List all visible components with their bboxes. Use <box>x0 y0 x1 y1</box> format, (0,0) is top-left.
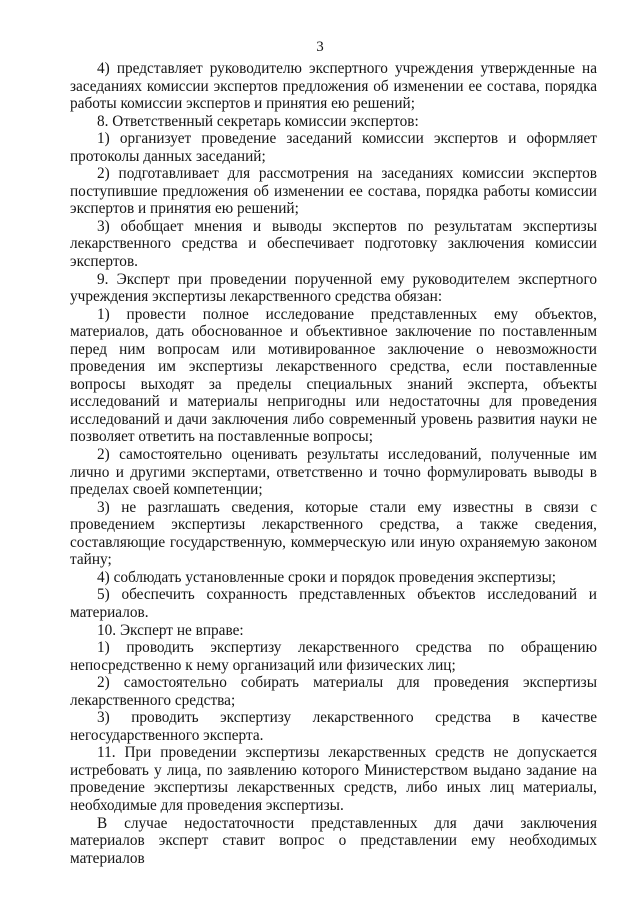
paragraph-clause-11-continued: В случае недостаточности представленных для дачи заключения материалов эксперт ставит вопрос о представлении ему необходимых материалов <box>70 814 597 867</box>
paragraph-clause-8-3: 3) обобщает мнения и выводы экспертов по результатам экспертизы лекарственного средства и обеспечивает подготовку заключения комиссии экспертов. <box>70 217 597 271</box>
paragraph-clause-7-4: 4) представляет руководителю экспертного учреждения утвержденные на заседаниях комиссии экспертов предложения об изменении ее состава, порядка работы комиссии экспертов и принятия ею решений; <box>70 60 597 113</box>
paragraph-clause-10-3: 3) проводить экспертизу лекарственного средства в качестве негосударственного эксперта. <box>70 709 597 744</box>
page-number: 3 <box>316 39 324 55</box>
paragraph-clause-9-3: 3) не разглашать сведения, которые стали ему известны в связи с проведением экспертизы лекарственного средства, а также сведения, составляющие государственную, коммерческую или иную охраняемую законом тайну; <box>70 498 597 569</box>
document-body <box>70 60 597 867</box>
paragraph-clause-8-2: 2) подготавливает для рассмотрения на заседаниях комиссии экспертов поступившие предложения об изменении ее состава, порядка работы комиссии экспертов и принятия ею решений; <box>70 165 597 218</box>
paragraph-clause-9-2: 2) самостоятельно оценивать результаты исследований, полученные им лично и другими экспертами, ответственно и точно формулировать выводы в пределах своей компетенции; <box>70 446 597 499</box>
paragraph-clause-11: 11. При проведении экспертизы лекарственных средств не допускается истребовать у лица, по заявлению которого Министерством выдано задание на проведение экспертизы лекарственных средств, либо иных лиц материалы, необходимые для проведения экспертизы. <box>70 744 597 814</box>
paragraph-clause-9-heading: 9. Эксперт при проведении порученной ему руководителем экспертного учреждения экспертизы лекарственного средства обязан: <box>70 270 597 306</box>
paragraph-clause-10-1: 1) проводить экспертизу лекарственного средства по обращению непосредственно к нему организаций или физических лиц; <box>70 639 597 674</box>
paragraph-clause-9-5: 5) обеспечить сохранность представленных объектов исследований и материалов. <box>70 586 597 621</box>
paragraph-clause-8-heading: 8. Ответственный секретарь комиссии экспертов: <box>97 112 419 130</box>
paragraph-clause-10-heading: 10. Эксперт не вправе: <box>97 621 244 639</box>
paragraph-clause-9-4: 4) соблюдать установленные сроки и порядок проведения экспертизы; <box>97 568 557 586</box>
paragraph-clause-9-1: 1) провести полное исследование представленных ему объектов, материалов, дать обоснованное и объективное заключение по поставленным перед ним вопросам или мотивированное заключение о невозможности проведения им экспертизы лекарственного средства, если поставленные вопросы выходят за пределы специальных знаний эксперта, объекты исследований и материалы непригодны или недостаточны для проведения исследований и дачи заключения либо современный уровень развития науки не позволяет ответить на поставленные вопросы; <box>70 305 597 446</box>
paragraph-clause-10-2: 2) самостоятельно собирать материалы для проведения экспертизы лекарственного средства; <box>70 674 597 709</box>
paragraph-clause-8-1: 1) организует проведение заседаний комиссии экспертов и оформляет протоколы данных заседаний; <box>70 130 597 165</box>
